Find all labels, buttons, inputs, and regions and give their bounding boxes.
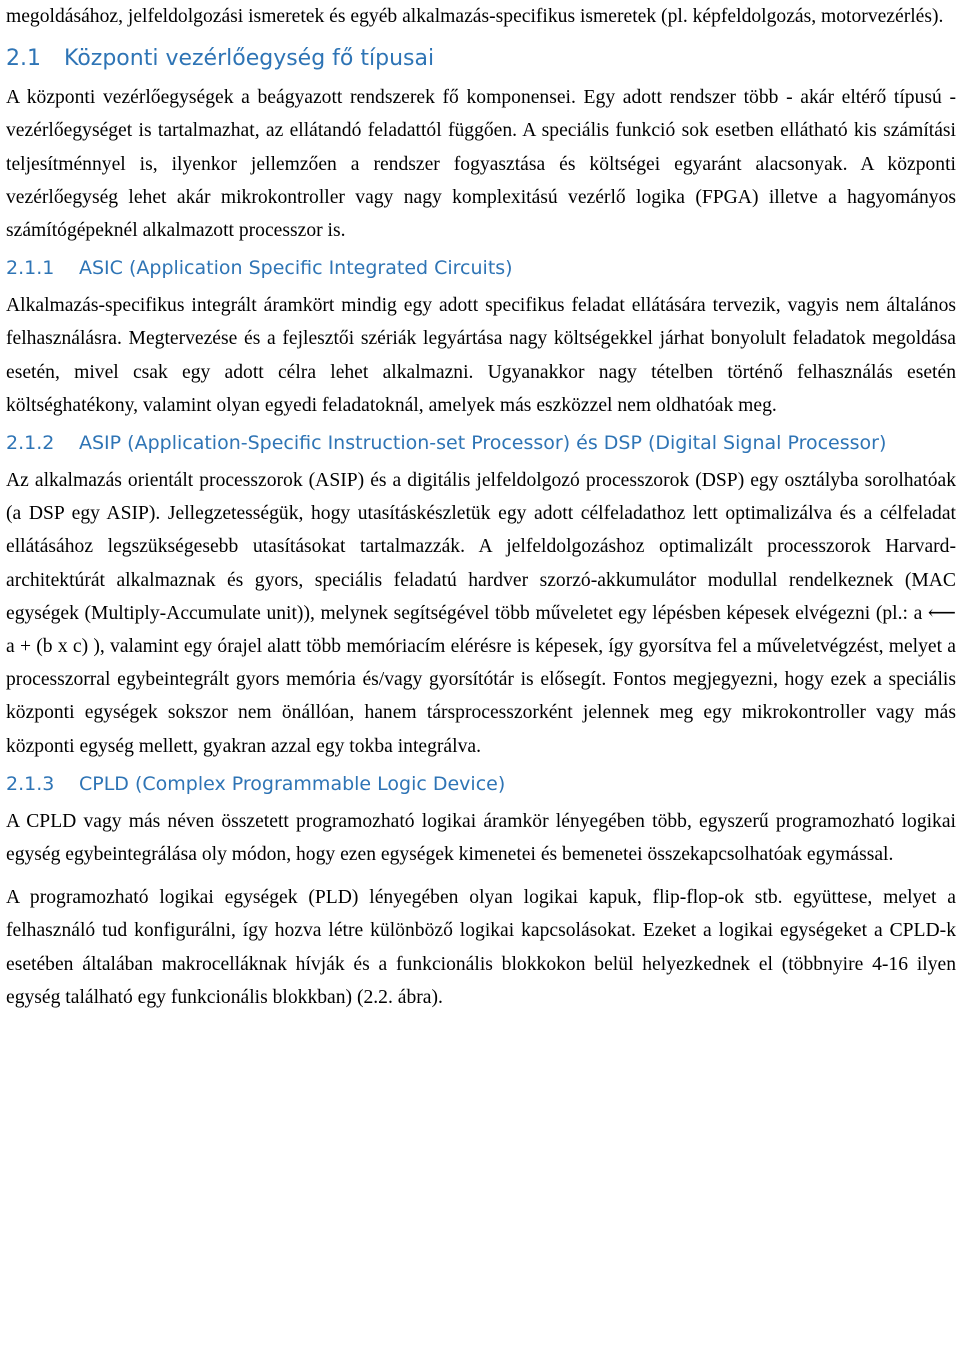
section-title: ASIP (Application-Specific Instruction-set Processor) és DSP (Digital Signal Processor): [79, 432, 887, 455]
section-title: CPLD (Complex Programmable Logic Device): [79, 772, 506, 795]
section-heading-2-1-1: [6, 253, 956, 283]
paragraph-cpld: A CPLD vagy más néven összetett programozható logikai áramkör lényegében több, egyszerű programozható logikai egység egybeintegrálása oly módon, hogy ezen egységek kimenetei és bemenetei összekapcsolhatóak egymással.: [6, 810, 956, 866]
paragraph-cpu-intro: A központi vezérlőegységek a beágyazott rendszerek fő komponensei. Egy adott rendszer több - akár eltérő típusú - vezérlőegységet is tartalmazhat, az ellátandó feladattól függően. A speciális funkció sok esetben ellátható kis számítási teljesítménnyel is, ilyenkor jellemzően a rendszer fogyasztása és költségei egyaránt alacsonyak. A központi vezérlőegység lehet akár mikrokontroller vagy nagy komplexitású vezérlő logika (FPGA) illetve a hagyományos számítógépeknél alkalmazott processzor is.: [6, 87, 956, 242]
section-number: 2.1.2: [6, 432, 55, 455]
section-number: 2.1: [6, 46, 41, 72]
section-number: 2.1.3: [6, 772, 55, 795]
section-title: ASIC (Application Specific Integrated Circuits): [79, 257, 513, 280]
paragraph-continuation: megoldásához, jelfeldolgozási ismeretek és egyéb alkalmazás-specifikus ismeretek (pl. képfeldolgozás, motorvezérlés).: [6, 6, 944, 27]
paragraph-asic: Alkalmazás-specifikus integrált áramkört mindig egy adott specifikus feladat ellátására tervezik, vagyis nem általános felhasználásra. Megtervezése és a fejlesztői szériák legyártása nagy költségekkel járhat bonyolult feladatok megoldása esetén, mivel csak egy adott célra lehet alkalmazni. Ugyanakkor nagy tételben történő felhasználás esetén költséghatékony, valamint olyan egyedi feladatoknál, amelyek más eszközzel nem oldhatóak meg.: [6, 295, 956, 416]
section-heading-2-1-3: [6, 769, 956, 799]
paragraph-asip-dsp: Az alkalmazás orientált processzorok (ASIP) és a digitális jelfeldolgozó processzorok (DSP) egy osztályba sorolhatóak (a DSP egy ASIP). Jellegzetességük, hogy utasításkészletük egy adott célfeladathoz lett optimalizálva és a célfeladat ellátásához legszükségesebb utasításokat tartalmazzák. A jelfeldolgozáshoz optimalizált processzorok Harvard-architektúrát alkalmaznak és gyors, speciális feladatú hardver szorzó-akkumulátor modullal rendelkeznek (MAC egységek (Multiply-Accumulate unit)), melynek segítségével több műveletet egy lépésben képesek elvégezni (pl.: a ⟵ a + (b x c) ), valamint egy órajel alatt több memóriacím elérésre is képesek, így gyorsítva fel a műveletvégzést, melyet a processzorral egybeintegrált gyors memória és/vagy gyorsítótár is elősegít. Fontos megjegyezni, hogy ezek a speciális központi egységek sokszor nem önállóan, hanem társprocesszorként jelennek meg egy mikrokontroller vagy más központi egység mellett, gyakran azzal egy tokba integrálva.: [6, 470, 956, 757]
section-number: 2.1.1: [6, 257, 55, 280]
section-title: Központi vezérlőegység fő típusai: [64, 46, 435, 72]
paragraph-pld: A programozható logikai egységek (PLD) lényegében olyan logikai kapuk, flip-flop-ok stb. együttese, melyet a felhasználó tud konfigurálni, így hozva létre különböző logikai kapcsolásokat. Ezeket a logikai egységeket a CPLD-k esetében általában makrocelláknak hívják és a funkcionális blokkokon belül helyezkednek el (többnyire 4-16 ilyen egység található egy funkcionális blokkban) (2.2. ábra).: [6, 887, 956, 1008]
section-heading-2-1-2: [6, 428, 956, 458]
paragraph-spacer: [6, 871, 956, 881]
section-heading-2-1: [6, 44, 956, 74]
document-page: [6, 0, 956, 1014]
